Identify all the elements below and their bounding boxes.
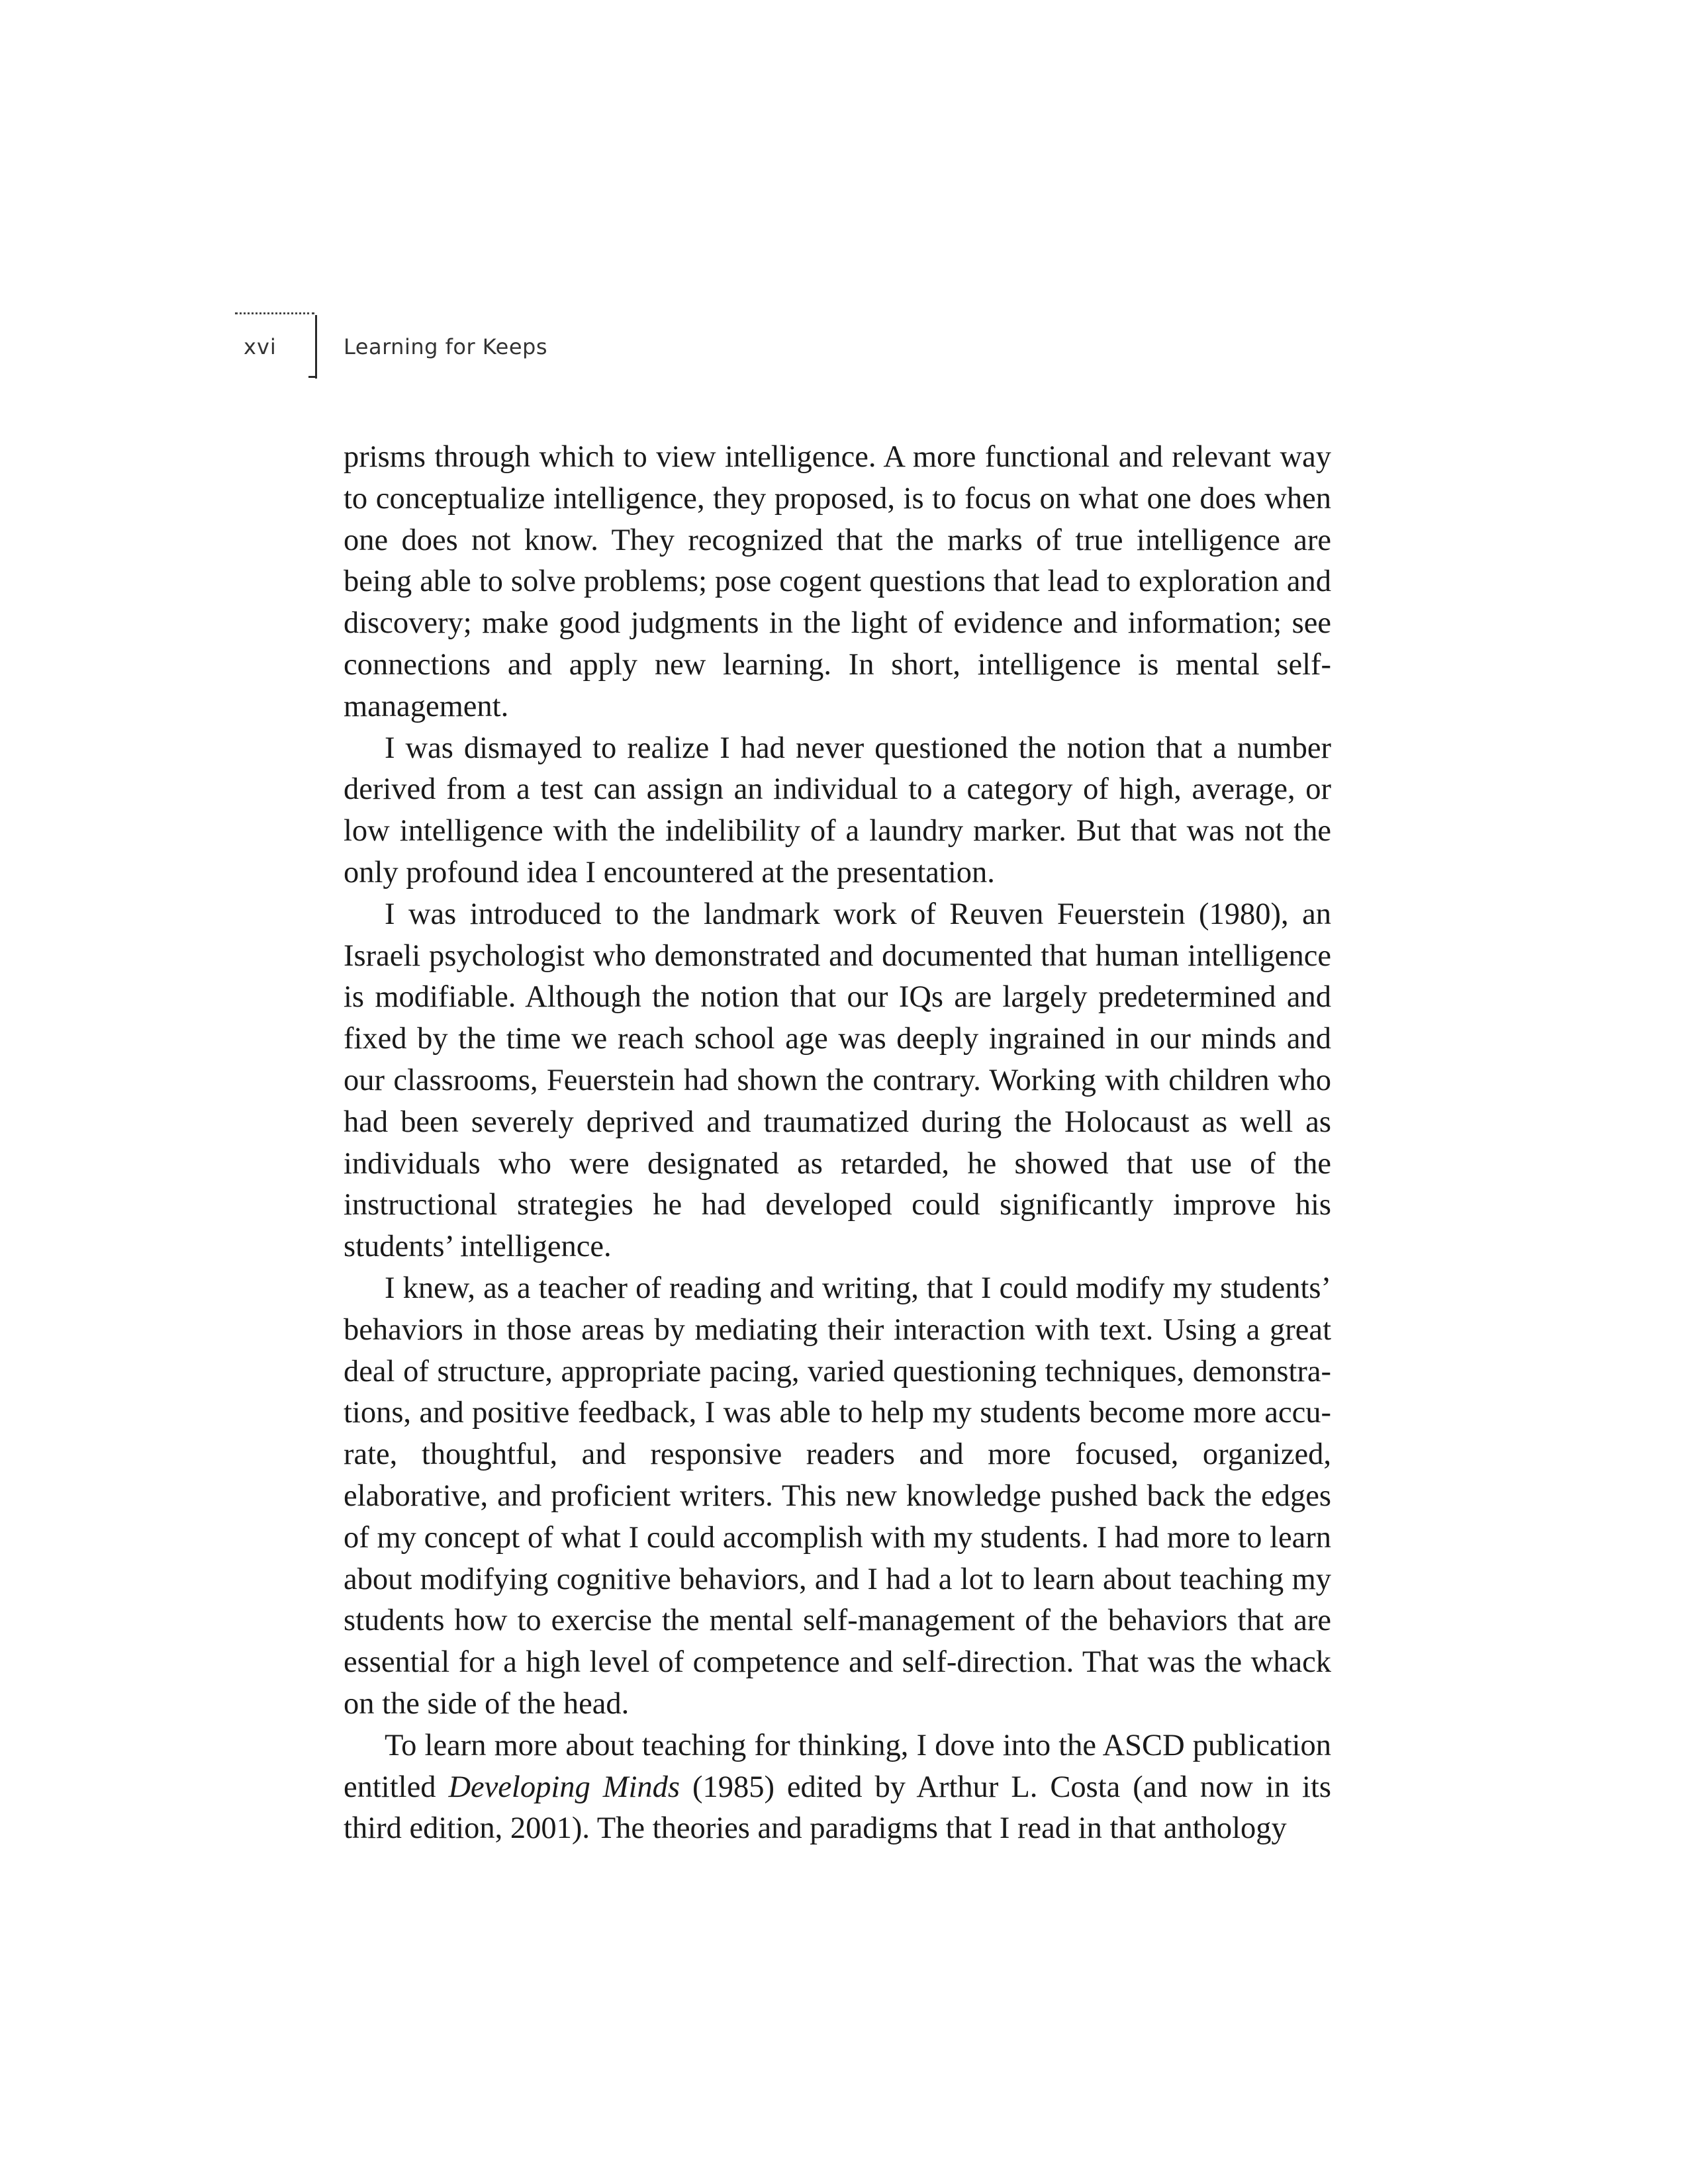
paragraph-3: I was introduced to the landmark work of Reuven Feuerstein (1980), an Israeli psychologist who demonstrated and documented that human intelligence is modifiable. Although the notion that our IQs are largely predetermined and fixed by the time we reach school age was deeply ingrained in our minds and our classrooms, Feuerstein had shown the contrary. Working with children who had been severely deprived and traumatized during the Holocaust as well as individuals who were designated as retarded, he showed that use of the instructional strategies he had developed could significantly improve his students’ intelligence. <box>344 897 1331 1264</box>
paragraph-2: I was dismayed to realize I had never questioned the notion that a number derived from a test can assign an individual to a category of high, average, or low intelligence with the indelibility of a laundry marker. But that was not the only profound idea I encountered at the presentation. <box>344 731 1331 889</box>
header-vertical-rule <box>315 315 317 379</box>
paragraph-5-lead: To learn more about teaching for thinking, I dove into the ASCD publication entitled <box>344 1728 1331 1804</box>
paragraph-4: I knew, as a teacher of reading and writing, that I could modify my students’ behaviors in those areas by mediating their interaction with text. Using a great deal of structure, appropriate pacing, varied questioning techniques, demonstrations, and positive feedback, I was able to help my students become more accurate, thoughtful, and responsive readers and more focused, organized, elaborative, and proficient writers. This new knowledge pushed back the edges of my concept of what I could accomplish with my students. I had more to learn about modifying cognitive behaviors, and I had a lot to learn about teaching my students how to exercise the mental self-management of the behaviors that are essential for a high level of competence and self-direction. That was the whack on the side of the head. <box>344 1271 1331 1721</box>
paragraph-5 <box>344 1725 1331 1850</box>
body-text <box>344 437 1331 1850</box>
page-number: xvi <box>244 334 277 359</box>
header-rule-foot <box>308 376 317 378</box>
paragraph-5-rest: (1985) edited by Arthur L. Costa (and now in its third edition, 2001). The theories and paradigms that I read in that anthology <box>344 1770 1331 1846</box>
running-title: Learning for Keeps <box>344 334 548 359</box>
header-dotted-rule <box>235 312 314 314</box>
paragraph-1: prisms through which to view intelligence. A more functional and relevant way to conceptualize intelligence, they proposed, is to focus on what one does when one does not know. They recognized that the marks of true intelligence are being able to solve problems; pose cogent questions that lead to exploration and discovery; make good judgments in the light of evidence and information; see connections and apply new learning. In short, intelligence is mental self-management. <box>344 440 1331 723</box>
book-title-developing-minds: Developing Minds <box>448 1770 680 1804</box>
